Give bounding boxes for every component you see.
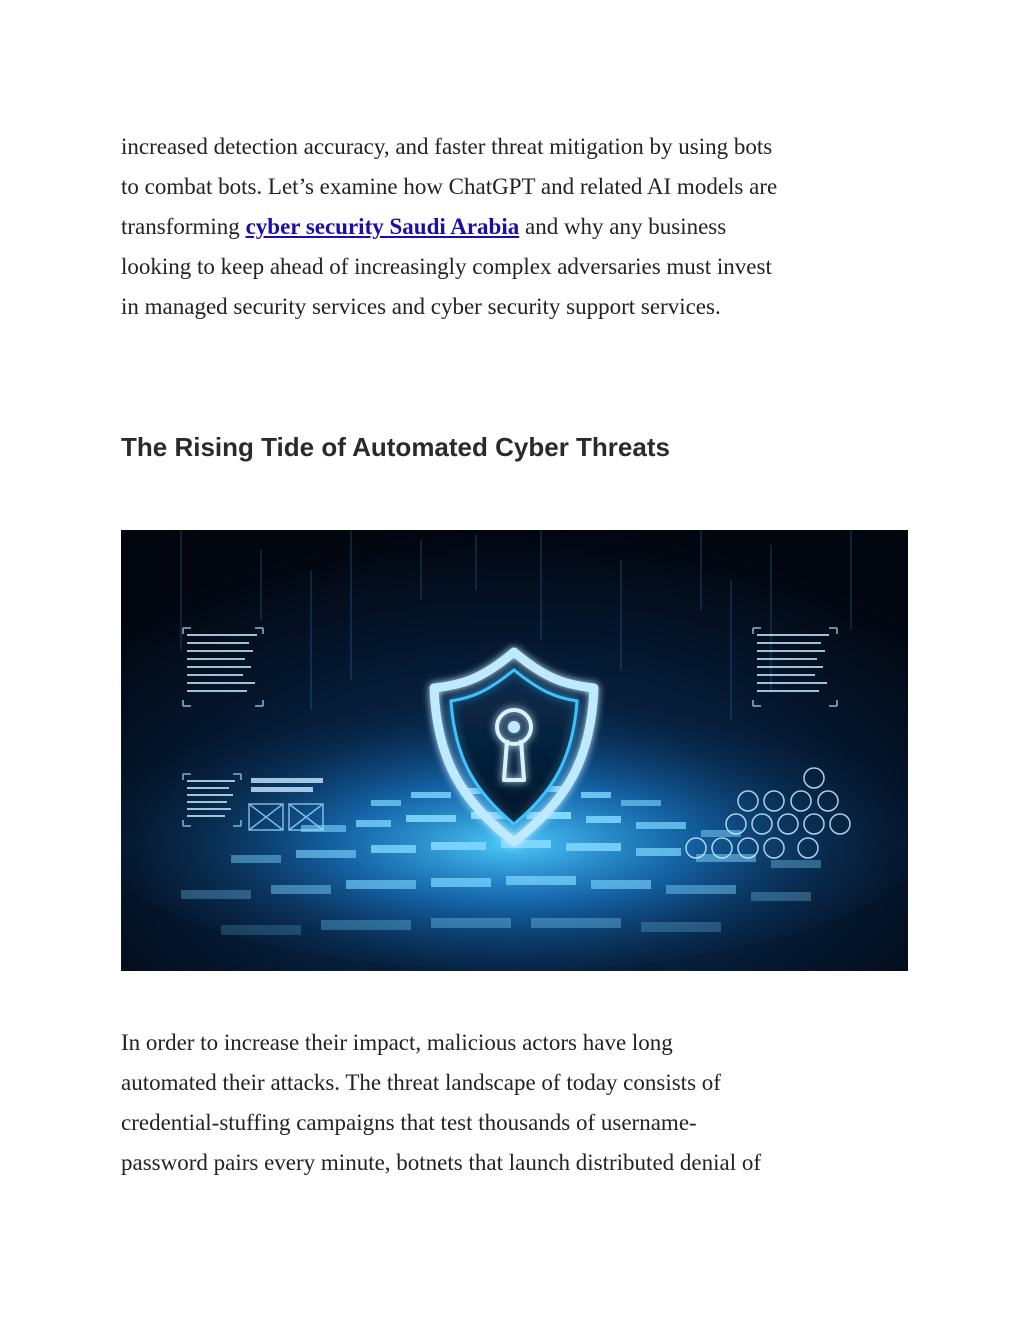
text-line: In order to increase their impact, malicious actors have long bbox=[121, 1030, 673, 1055]
section-heading: The Rising Tide of Automated Cyber Threats bbox=[121, 432, 670, 462]
cyber-security-saudi-arabia-link[interactable]: cyber security Saudi Arabia bbox=[245, 214, 520, 239]
cyber-security-shield-image bbox=[121, 530, 908, 971]
text-line: in managed security services and cyber security support services. bbox=[121, 294, 721, 319]
intro-paragraph bbox=[121, 127, 921, 327]
text-line: looking to keep ahead of increasingly complex adversaries must invest bbox=[121, 254, 772, 279]
text-line: to combat bots. Let’s examine how ChatGPT and related AI models are bbox=[121, 174, 778, 199]
text-line: increased detection accuracy, and faster threat mitigation by using bots bbox=[121, 134, 773, 159]
text-fragment: transforming bbox=[121, 214, 246, 239]
text-line: credential-stuffing campaigns that test thousands of username- bbox=[121, 1110, 697, 1135]
text-line: automated their attacks. The threat landscape of today consists of bbox=[121, 1070, 721, 1095]
threats-paragraph bbox=[121, 1023, 921, 1183]
text-line: password pairs every minute, botnets that launch distributed denial of bbox=[121, 1150, 762, 1175]
text-line-with-link bbox=[121, 207, 921, 247]
text-fragment: and why any business bbox=[519, 214, 727, 239]
